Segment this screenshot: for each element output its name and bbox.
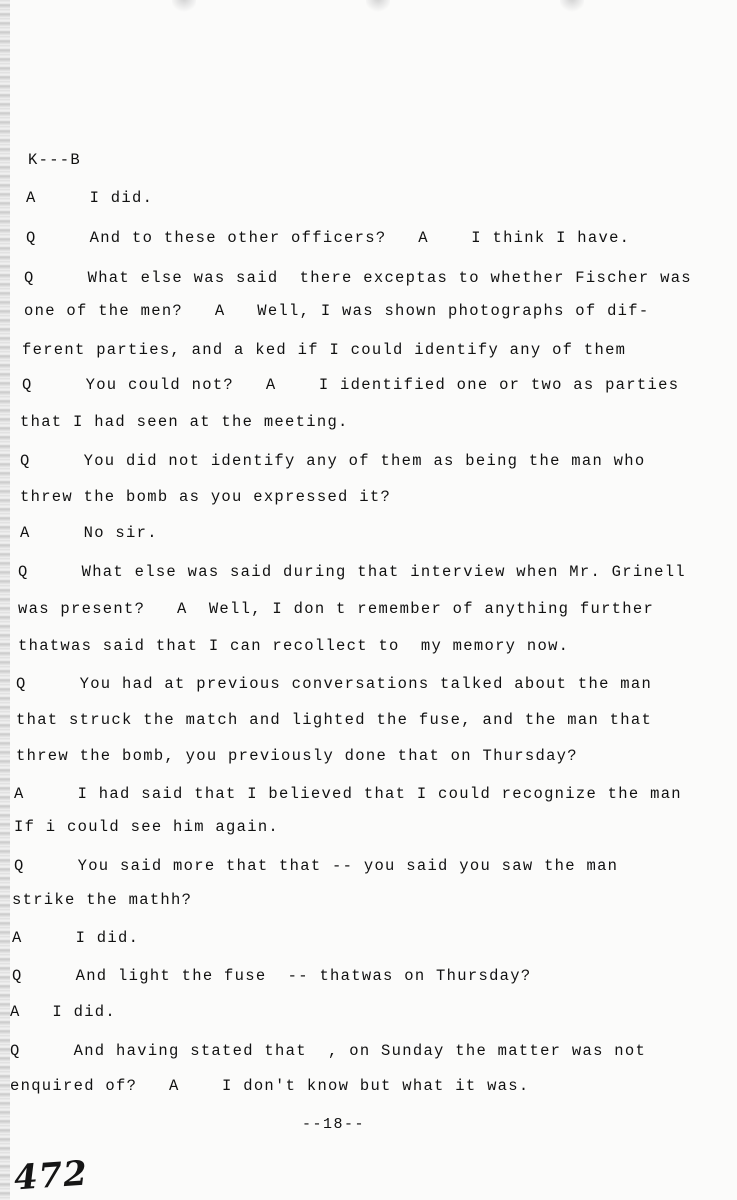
transcript-line: strike the mathh? xyxy=(12,891,193,909)
transcript-line: thatwas said that I can recollect to my memory now. xyxy=(18,637,570,655)
transcript-line: A No sir. xyxy=(20,524,158,542)
transcript-line: A I did. xyxy=(10,1003,117,1021)
handwritten-annotation: 472 xyxy=(12,1153,90,1199)
transcript-line: threw the bomb, you previously done that on Thursday? xyxy=(16,747,578,765)
transcript-line: threw the bomb as you expressed it? xyxy=(20,488,392,506)
transcript-line: Q What else was said during that interview when Mr. Grinell xyxy=(18,563,686,581)
transcript-line: ferent parties, and a ked if I could identify any of them xyxy=(22,341,627,359)
transcript-line: If i could see him again. xyxy=(14,818,280,836)
transcript-line: A I had said that I believed that I could recognize the man xyxy=(14,785,682,803)
binding-hole xyxy=(172,0,196,14)
transcript-line: that struck the match and lighted the fuse, and the man that xyxy=(16,711,653,729)
scan-edge-noise xyxy=(0,0,10,1200)
transcript-line: Q You could not? A I identified one or two as parties xyxy=(22,376,680,394)
transcript-line: A I did. xyxy=(26,189,154,207)
header-code: K---B xyxy=(28,151,82,169)
transcript-line: Q You did not identify any of them as being the man who xyxy=(20,452,646,470)
transcript-line: that I had seen at the meeting. xyxy=(20,413,349,431)
transcript-line: Q You said more that that -- you said you saw the man xyxy=(14,857,619,875)
transcript-line: one of the men? A Well, I was shown photographs of dif- xyxy=(24,302,650,320)
transcript-line: Q You had at previous conversations talked about the man xyxy=(16,675,653,693)
transcript-line: was present? A Well, I don t remember of anything further xyxy=(18,600,655,618)
binding-hole xyxy=(560,0,584,14)
transcript-line: Q What else was said there exceptas to whether Fischer was xyxy=(24,269,692,287)
transcript-line: Q And having stated that , on Sunday the matter was not xyxy=(10,1042,647,1060)
transcript-line: Q And light the fuse -- thatwas on Thursday? xyxy=(12,967,532,985)
transcript-line: enquired of? A I don't know but what it was. xyxy=(10,1077,530,1095)
binding-hole xyxy=(366,0,390,14)
transcript-line: Q And to these other officers? A I think I have. xyxy=(26,229,631,247)
transcript-line: A I did. xyxy=(12,929,140,947)
page-number: --18-- xyxy=(302,1116,366,1133)
